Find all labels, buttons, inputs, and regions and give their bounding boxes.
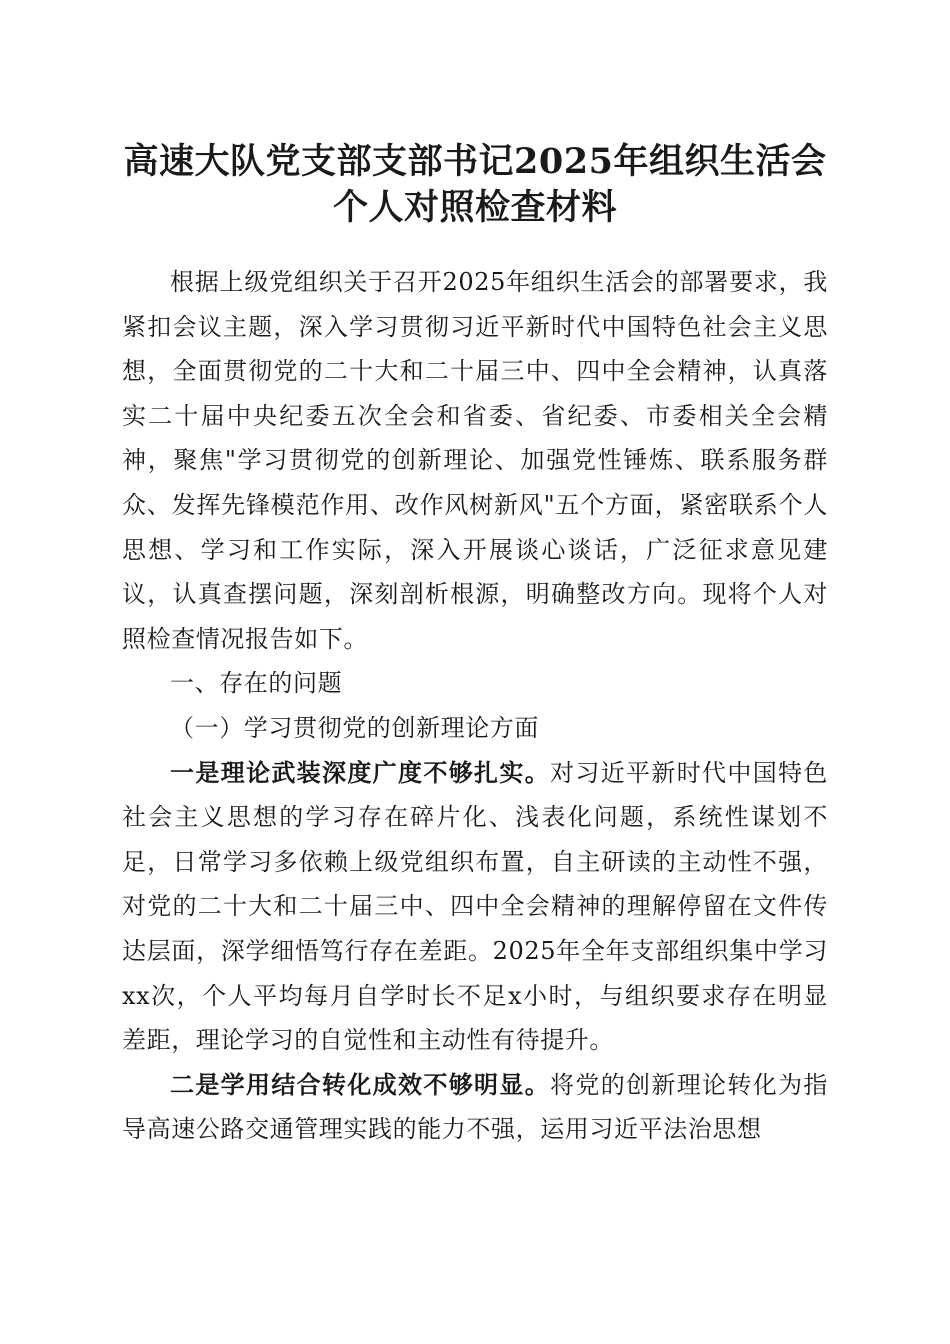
subsection-heading-theory: （一）学习贯彻党的创新理论方面 xyxy=(170,713,539,742)
point-paragraph-1 xyxy=(122,751,828,1063)
document-title-line-2: 个人对照检查材料 xyxy=(332,187,617,228)
section-heading-problems: 一、存在的问题 xyxy=(170,669,343,698)
point-paragraph-2 xyxy=(122,1063,828,1152)
point-1-lead: 一是理论武装深度广度不够扎实。 xyxy=(170,757,551,787)
point-1-text: 对习近平新时代中国特色社会主义思想的学习存在碎片化、浅表化问题，系统性谋划不足，日常学习多依赖上级党组织布置，自主研读的主动性不强，对党的二十大和二十届三中、四中全会精神的理解停留在文件传达层面，深学细悟笃行存在差距。2025年全年支部组织集中学习xx次，个人平均每月自学时长不足x小时，与组织要求存在明显差距，理论学习的自觉性和主动性有待提升。 xyxy=(122,758,829,1055)
point-2-text: 将党的创新理论转化为指导高速公路交通管理实践的能力不强，运用习近平法治思想 xyxy=(122,1070,829,1144)
intro-paragraph: 根据上级党组织关于召开2025年组织生活会的部署要求，我紧扣会议主题，深入学习贯彻习近平新时代中国特色社会主义思想，全面贯彻党的二十大和二十届三中、四中全会精神，认真落实二十届中央纪委五次全会和省委、省纪委、市委相关全会精神，聚焦"学习贯彻党的创新理论、加强党性锤炼、联系服务群众、发挥先锋模范作用、改作风树新风"五个方面，紧密联系个人思想、学习和工作实际，深入开展谈心谈话，广泛征求意见建议，认真查摆问题，深刻剖析根源，明确整改方向。现将个人对照检查情况报告如下。 xyxy=(122,268,828,653)
document-body xyxy=(122,260,828,1152)
point-2-lead: 二是学用结合转化成效不够明显。 xyxy=(170,1069,551,1099)
document-title-line-1: 高速大队党支部支部书记2025年组织生活会 xyxy=(123,141,827,182)
